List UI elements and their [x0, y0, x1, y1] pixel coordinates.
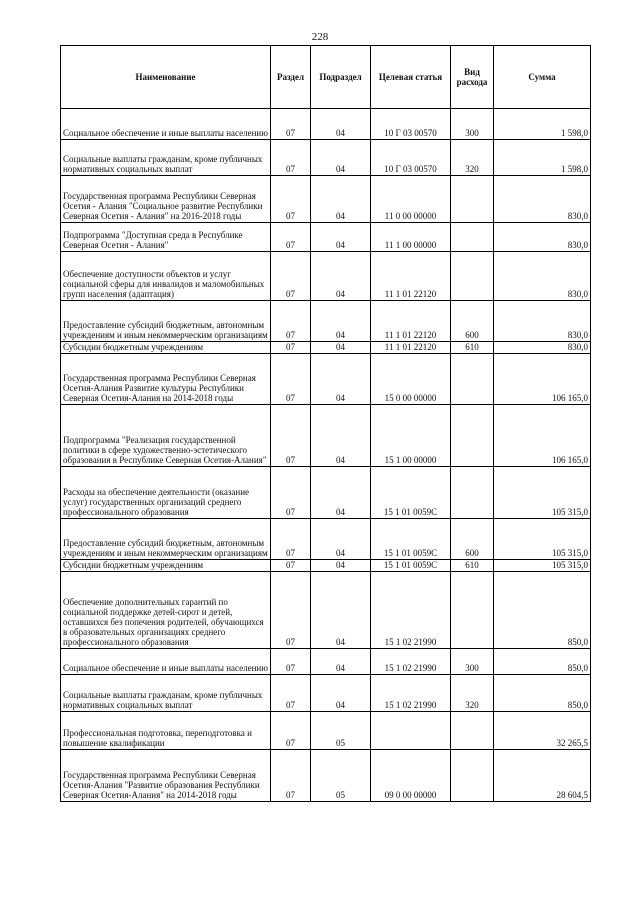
- cell-summa: 850,0: [494, 572, 591, 649]
- cell-podrazdel: 04: [311, 467, 371, 519]
- cell-summa: 105 315,0: [494, 560, 591, 572]
- cell-summa: 850,0: [494, 649, 591, 675]
- cell-statya: 15 1 02 21990: [371, 649, 451, 675]
- header-razdel: Раздел: [271, 46, 311, 109]
- cell-statya: 11 1 00 00000: [371, 223, 451, 252]
- table-row: [61, 301, 591, 342]
- cell-statya: 15 0 00 00000: [371, 354, 451, 405]
- cell-name: Расходы на обеспечение деятельности (оказание услуг) государственных организаций среднего профессионального образования: [61, 467, 271, 519]
- cell-statya: 11 0 00 00000: [371, 176, 451, 223]
- cell-summa: 28 604,5: [494, 750, 591, 802]
- cell-podrazdel: 04: [311, 649, 371, 675]
- table-row: [61, 176, 591, 223]
- cell-name: Социальные выплаты гражданам, кроме публичных нормативных социальных выплат: [61, 140, 271, 176]
- cell-razdel: 07: [271, 109, 311, 140]
- table-row: [61, 405, 591, 467]
- cell-vid: [451, 750, 494, 802]
- cell-podrazdel: 05: [311, 712, 371, 750]
- header-podrazdel: Подраздел: [311, 46, 371, 109]
- cell-summa: 1 598,0: [494, 109, 591, 140]
- table-row: [61, 519, 591, 560]
- cell-vid: 610: [451, 560, 494, 572]
- table-row: [61, 252, 591, 301]
- cell-statya: 10 Г 03 00570: [371, 140, 451, 176]
- table-row: [61, 354, 591, 405]
- cell-statya: 10 Г 03 00570: [371, 109, 451, 140]
- cell-name: Предоставление субсидий бюджетным, автономным учреждениям и иным некоммерческим организациям: [61, 519, 271, 560]
- cell-razdel: 07: [271, 301, 311, 342]
- cell-podrazdel: 04: [311, 140, 371, 176]
- table-row: [61, 342, 591, 354]
- cell-vid: [451, 223, 494, 252]
- cell-razdel: 07: [271, 649, 311, 675]
- table-row: [61, 572, 591, 649]
- cell-podrazdel: 04: [311, 223, 371, 252]
- cell-name: Подпрограмма "Реализация государственной политики в сфере художественно-эстетического образования в Республике Северная Осетия-Алания": [61, 405, 271, 467]
- header-vid: Вид расхода: [451, 46, 494, 109]
- cell-summa: 850,0: [494, 675, 591, 712]
- table-row: [61, 750, 591, 802]
- cell-name: Государственная программа Республики Северная Осетия-Алания "Развитие образования Республики Северная Осетия-Алания" на 2014-2018 годы: [61, 750, 271, 802]
- cell-vid: [451, 354, 494, 405]
- table-row: [61, 109, 591, 140]
- cell-razdel: 07: [271, 342, 311, 354]
- header-summa: Сумма: [494, 46, 591, 109]
- cell-name: Обеспечение доступности объектов и услуг социальной сферы для инвалидов и маломобильных групп населения (адаптация): [61, 252, 271, 301]
- cell-summa: 830,0: [494, 223, 591, 252]
- table-row: [61, 140, 591, 176]
- cell-vid: [451, 405, 494, 467]
- cell-summa: 830,0: [494, 176, 591, 223]
- cell-vid: [451, 712, 494, 750]
- cell-name: Субсидии бюджетным учреждениям: [61, 560, 271, 572]
- cell-razdel: 07: [271, 519, 311, 560]
- cell-podrazdel: 04: [311, 354, 371, 405]
- table-row: [61, 675, 591, 712]
- header-statya: Целевая статья: [371, 46, 451, 109]
- cell-summa: 830,0: [494, 301, 591, 342]
- page-number: 228: [311, 31, 329, 43]
- cell-podrazdel: 04: [311, 109, 371, 140]
- cell-podrazdel: 05: [311, 750, 371, 802]
- cell-name: Подпрограмма "Доступная среда в Республике Северная Осетия - Алания": [61, 223, 271, 252]
- cell-name: Социальные выплаты гражданам, кроме публичных нормативных социальных выплат: [61, 675, 271, 712]
- cell-name: Предоставление субсидий бюджетным, автономным учреждениям и иным некоммерческим организациям: [61, 301, 271, 342]
- cell-vid: 300: [451, 649, 494, 675]
- cell-vid: 600: [451, 519, 494, 560]
- cell-summa: 830,0: [494, 342, 591, 354]
- cell-razdel: 07: [271, 223, 311, 252]
- cell-statya: 11 1 01 22120: [371, 252, 451, 301]
- table-row: [61, 560, 591, 572]
- cell-podrazdel: 04: [311, 519, 371, 560]
- cell-razdel: 07: [271, 354, 311, 405]
- cell-podrazdel: 04: [311, 252, 371, 301]
- cell-statya: 15 1 02 21990: [371, 675, 451, 712]
- cell-razdel: 07: [271, 252, 311, 301]
- cell-podrazdel: 04: [311, 301, 371, 342]
- cell-podrazdel: 04: [311, 675, 371, 712]
- cell-name: Субсидии бюджетным учреждениям: [61, 342, 271, 354]
- cell-statya: 09 0 00 00000: [371, 750, 451, 802]
- cell-podrazdel: 04: [311, 572, 371, 649]
- cell-vid: [451, 252, 494, 301]
- cell-summa: 1 598,0: [494, 140, 591, 176]
- cell-razdel: 07: [271, 405, 311, 467]
- cell-razdel: 07: [271, 675, 311, 712]
- table-header-row: [61, 46, 591, 109]
- table-row: [61, 467, 591, 519]
- cell-name: Государственная программа Республики Северная Осетия-Алания Развитие культуры Республики Северная Осетия-Алания на 2014-2018 годы: [61, 354, 271, 405]
- cell-summa: 32 265,5: [494, 712, 591, 750]
- cell-razdel: 07: [271, 140, 311, 176]
- cell-name: Государственная программа Республики Северная Осетия - Алания "Социальное развитие Республики Северная Осетия - Алания" на 2016-2018 годы: [61, 176, 271, 223]
- cell-summa: 105 315,0: [494, 519, 591, 560]
- cell-statya: 15 1 02 21990: [371, 572, 451, 649]
- cell-statya: 15 1 01 0059С: [371, 467, 451, 519]
- cell-podrazdel: 04: [311, 342, 371, 354]
- cell-statya: 15 1 01 0059С: [371, 560, 451, 572]
- cell-vid: 320: [451, 140, 494, 176]
- cell-vid: 300: [451, 109, 494, 140]
- cell-summa: 830,0: [494, 252, 591, 301]
- cell-summa: 106 165,0: [494, 405, 591, 467]
- cell-vid: 320: [451, 675, 494, 712]
- cell-vid: 610: [451, 342, 494, 354]
- cell-vid: 600: [451, 301, 494, 342]
- cell-razdel: 07: [271, 572, 311, 649]
- cell-podrazdel: 04: [311, 176, 371, 223]
- cell-statya: 15 1 00 00000: [371, 405, 451, 467]
- table-row: [61, 649, 591, 675]
- cell-name: Обеспечение дополнительных гарантий по социальной поддержке детей-сирот и детей, оставшихся без попечения родителей, обучающихся в образовательных организациях среднего профессионального образования: [61, 572, 271, 649]
- cell-razdel: 07: [271, 712, 311, 750]
- cell-vid: [451, 176, 494, 223]
- table-row: [61, 712, 591, 750]
- cell-razdel: 07: [271, 750, 311, 802]
- cell-razdel: 07: [271, 467, 311, 519]
- budget-table: [60, 45, 591, 802]
- cell-summa: 105 315,0: [494, 467, 591, 519]
- header-name: Наименование: [61, 46, 271, 109]
- cell-summa: 106 165,0: [494, 354, 591, 405]
- cell-razdel: 07: [271, 560, 311, 572]
- cell-vid: [451, 572, 494, 649]
- cell-statya: 11 1 01 22120: [371, 342, 451, 354]
- cell-statya: 15 1 01 0059С: [371, 519, 451, 560]
- cell-name: Социальное обеспечение и иные выплаты населению: [61, 649, 271, 675]
- cell-podrazdel: 04: [311, 560, 371, 572]
- cell-vid: [451, 467, 494, 519]
- cell-razdel: 07: [271, 176, 311, 223]
- table-row: [61, 223, 591, 252]
- cell-name: Профессиональная подготовка, переподготовка и повышение квалификации: [61, 712, 271, 750]
- cell-podrazdel: 04: [311, 405, 371, 467]
- cell-statya: [371, 712, 451, 750]
- cell-statya: 11 1 01 22120: [371, 301, 451, 342]
- cell-name: Социальное обеспечение и иные выплаты населению: [61, 109, 271, 140]
